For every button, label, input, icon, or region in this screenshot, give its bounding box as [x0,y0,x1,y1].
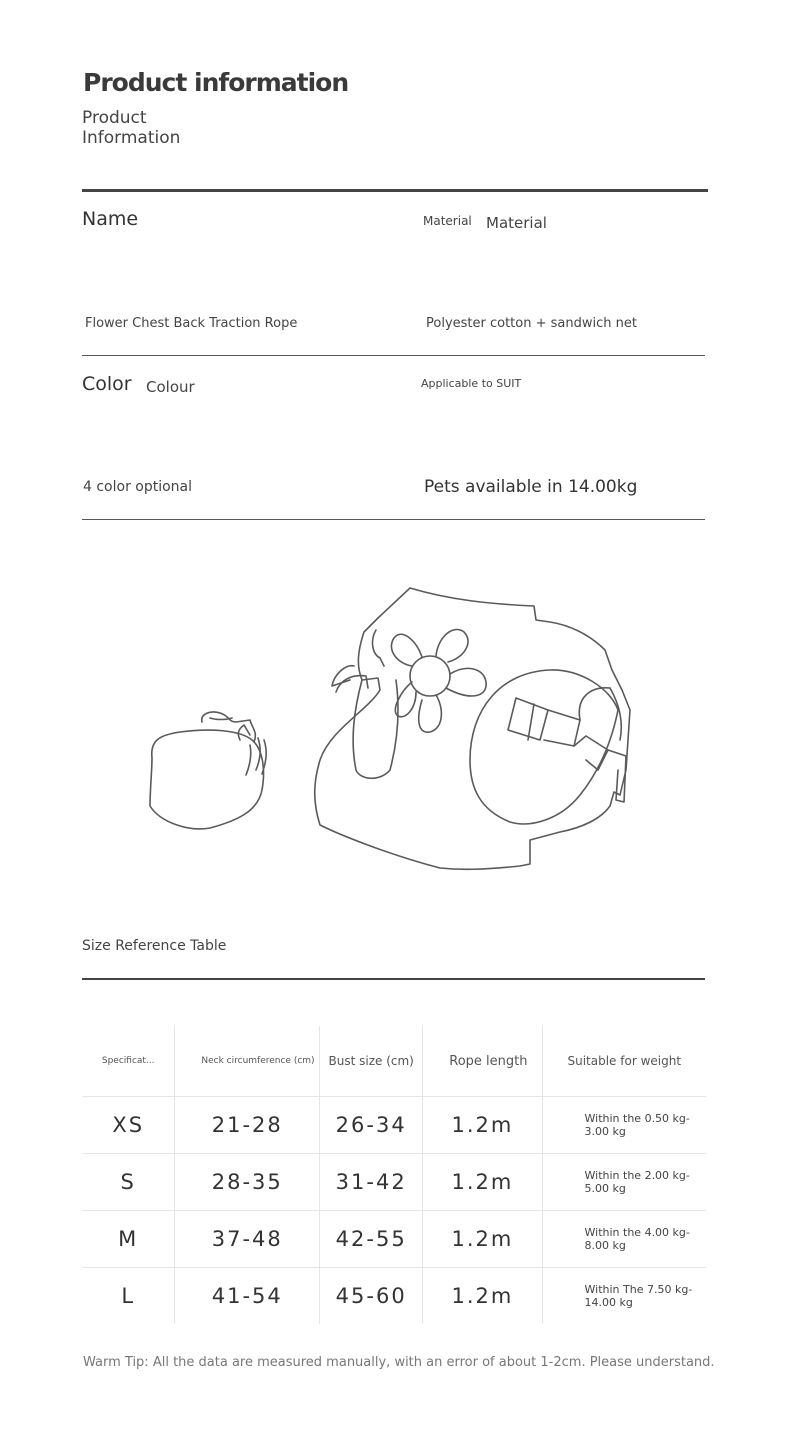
table-row [82,1211,706,1268]
header-weight: Suitable for weight [542,1026,706,1097]
header-neck: Neck circumference (cm) [175,1026,320,1097]
bust-cell: 31-42 [320,1154,423,1211]
weight-cell: Within the 2.00 kg-5.00 kg [542,1154,706,1211]
spec-cell: L [82,1268,175,1325]
harness-icon [315,588,630,869]
name-label: Name [82,208,139,230]
table-row [82,1268,706,1325]
rope-cell: 1.2m [423,1154,542,1211]
bust-cell: 26-34 [320,1097,423,1154]
neck-cell: 41-54 [175,1268,320,1325]
weight-cell: Within the 0.50 kg-3.00 kg [542,1097,706,1154]
applicable-label: Applicable to SUIT [421,377,522,390]
color-label: Color [82,373,132,395]
rope-cell: 1.2m [423,1268,542,1325]
header-bust: Bust size (cm) [320,1026,423,1097]
spec-cell: XS [82,1097,175,1154]
colour-label: Colour [146,378,195,396]
size-table-title: Size Reference Table [82,938,227,954]
flower-icon [391,629,486,732]
neck-cell: 28-35 [175,1154,320,1211]
color-value: 4 color optional [83,479,193,495]
header-rope: Rope length [423,1026,542,1097]
bust-cell: 45-60 [320,1268,423,1325]
info-divider-2 [82,519,705,520]
pouch-icon [150,712,266,829]
applicable-value: Pets available in 14.00kg [424,477,638,497]
material-label-small: Material [423,214,472,228]
material-label: Material [486,214,547,232]
spec-cell: S [82,1154,175,1211]
size-table-divider [82,978,705,980]
warm-tip: Warm Tip: All the data are measured manually, with an error of about 1-2cm. Please understand. [83,1355,715,1370]
table-row [82,1154,706,1211]
table-row [82,1097,706,1154]
header-spec: Specificat... [101,1056,155,1066]
harness-illustration [140,570,650,890]
spec-cell: M [82,1211,175,1268]
table-header-row [82,1026,706,1097]
bust-cell: 42-55 [320,1211,423,1268]
header-divider [82,189,708,192]
page-subtitle: Product Information [82,108,181,148]
page-title: Product information [83,68,349,97]
name-value: Flower Chest Back Traction Rope [85,316,298,331]
info-divider-1 [82,355,705,356]
weight-cell: Within the 4.00 kg-8.00 kg [542,1211,706,1268]
weight-cell: Within The 7.50 kg-14.00 kg [542,1268,706,1325]
neck-cell: 21-28 [175,1097,320,1154]
rope-cell: 1.2m [423,1211,542,1268]
neck-cell: 37-48 [175,1211,320,1268]
material-value: Polyester cotton + sandwich net [426,316,637,331]
rope-cell: 1.2m [423,1097,542,1154]
size-table [82,1026,706,1324]
